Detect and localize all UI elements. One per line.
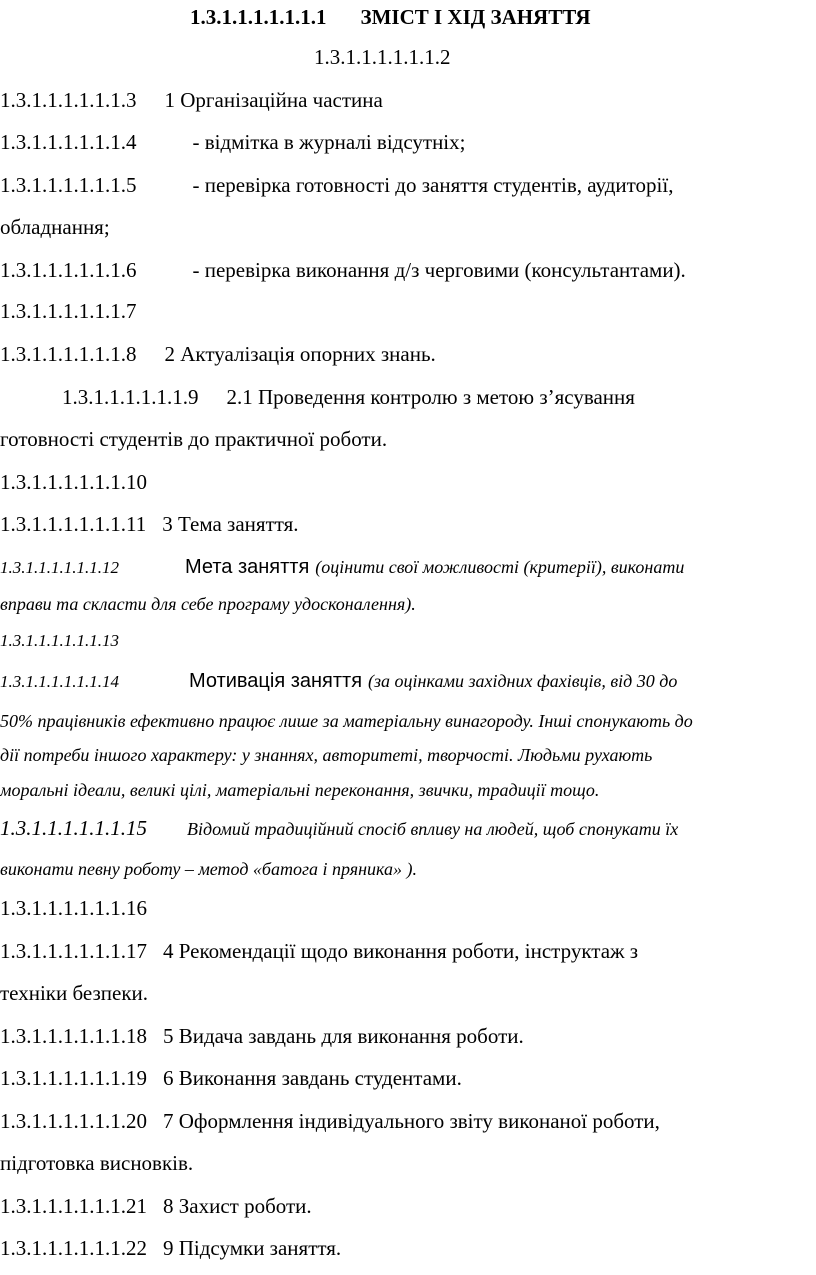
line-number: 1.3.1.1.1.1.1.1.12: [0, 558, 119, 577]
line-number: 1.3.1.1.1.1.1.1.18: [0, 1024, 147, 1048]
line-number: 1.3.1.1.1.1.1.1.22: [0, 1236, 147, 1260]
line-number: 1.3.1.1.1.1.1.1.19: [0, 1066, 147, 1090]
line-text: моральні ідеали, великі цілі, матеріальні переконання, звички, традиції тощо.: [0, 780, 600, 800]
numbered-line: [0, 667, 677, 695]
numbered-line: [0, 553, 684, 581]
numbered-line: [0, 87, 383, 113]
line-number: 1.3.1.1.1.1.1.1.15: [0, 816, 147, 840]
line-text: 8 Захист роботи.: [163, 1194, 312, 1218]
line-text: (оцінити свої можливості (критерії), виконати: [315, 557, 685, 577]
heading-title: ЗМІСТ І ХІД ЗАНЯТТЯ: [360, 5, 591, 29]
line-text: 1 Організаційна частина: [164, 88, 383, 112]
line-text: Відомий традиційний спосіб впливу на людей, щоб спонукати їх: [187, 819, 679, 839]
line-text: обладнання;: [0, 215, 110, 239]
line-text: - перевірка готовності до заняття студентів, аудиторії,: [192, 173, 674, 197]
line-text: 9 Підсумки заняття.: [163, 1236, 342, 1260]
line-number: 1.3.1.1.1.1.1.1.7: [0, 299, 137, 323]
line-number: 1.3.1.1.1.1.1.1.3: [0, 88, 137, 112]
numbered-line: [0, 129, 465, 155]
section-heading: [190, 4, 591, 30]
heading-number: 1.3.1.1.1.1.1.1.1: [190, 5, 327, 29]
continuation-line: [0, 591, 416, 617]
line-text: дії потреби іншого характеру: у знаннях, авторитеті, творчості. Людьми рухають: [0, 745, 653, 765]
line-text: 6 Виконання завдань студентами.: [163, 1066, 462, 1090]
continuation-line: [0, 980, 148, 1006]
line-text: (за оцінками західних фахівців, від 30 до: [368, 671, 678, 691]
line-number: 1.3.1.1.1.1.1.1.20: [0, 1109, 147, 1133]
motivation-label: Мотивація заняття: [189, 670, 363, 692]
line-number: 1.3.1.1.1.1.1.1.2: [314, 45, 451, 69]
numbered-line: [62, 384, 635, 410]
line-number: 1.3.1.1.1.1.1.1.16: [0, 896, 147, 920]
line-number: 1.3.1.1.1.1.1.1.8: [0, 342, 137, 366]
numbered-line: [0, 1193, 312, 1219]
line-text: підготовка висновків.: [0, 1151, 194, 1175]
numbered-line: [0, 469, 147, 495]
line-text: 4 Рекомендації щодо виконання роботи, інструктаж з: [163, 939, 639, 963]
line-number: 1.3.1.1.1.1.1.1.17: [0, 939, 147, 963]
numbered-line: [0, 341, 436, 367]
line-number: 1.3.1.1.1.1.1.1.10: [0, 470, 147, 494]
numbered-line: [0, 1023, 524, 1049]
line-number: 1.3.1.1.1.1.1.1.21: [0, 1194, 147, 1218]
line-text: виконати певну роботу – метод «батога і пряника» ).: [0, 859, 418, 879]
line-text: 50% працівників ефективно працює лише за матеріальну винагороду. Інші спонукають до: [0, 711, 693, 731]
numbered-line: [0, 257, 686, 283]
line-text: 2 Актуалізація опорних знань.: [164, 342, 436, 366]
line-number: 1.3.1.1.1.1.1.1.5: [0, 173, 137, 197]
continuation-line: [0, 1150, 193, 1176]
line-number: 1.3.1.1.1.1.1.1.9: [62, 385, 199, 409]
numbered-line: [0, 626, 119, 654]
line-number: 1.3.1.1.1.1.1.1.13: [0, 631, 119, 650]
line-number: 1.3.1.1.1.1.1.1.6: [0, 258, 137, 282]
numbered-line: [0, 511, 299, 537]
numbered-line: [0, 895, 147, 921]
numbered-line: [0, 1235, 341, 1261]
numbered-line: [0, 1065, 462, 1091]
continuation-line: [0, 426, 387, 452]
line-text: 5 Видача завдань для виконання роботи.: [163, 1024, 524, 1048]
numbered-line: [0, 938, 638, 964]
continuation-line: [0, 777, 599, 803]
line-text: 2.1 Проведення контролю з метою з’ясування: [226, 385, 635, 409]
continuation-line: [0, 708, 693, 734]
line-number: 1.3.1.1.1.1.1.1.4: [0, 130, 137, 154]
numbered-line: [0, 1108, 660, 1134]
line-text: - перевірка виконання д/з черговими (консультантами).: [192, 258, 686, 282]
line-text: готовності студентів до практичної роботи.: [0, 427, 388, 451]
line-text: - відмітка в журналі відсутніх;: [192, 130, 466, 154]
line-text: 3 Тема заняття.: [162, 512, 299, 536]
line-text: техніки безпеки.: [0, 981, 149, 1005]
line-text: 7 Оформлення індивідуального звіту виконаної роботи,: [163, 1109, 660, 1133]
continuation-line: [0, 214, 110, 240]
continuation-line: [0, 742, 652, 768]
goal-label: Мета заняття: [185, 556, 310, 578]
line-number: 1.3.1.1.1.1.1.1.11: [0, 512, 147, 536]
numbered-line: [0, 815, 678, 842]
numbered-line: [0, 172, 673, 198]
numbered-line: [0, 298, 137, 324]
line-text: вправи та скласти для себе програму удосконалення).: [0, 594, 416, 614]
line-number: 1.3.1.1.1.1.1.1.14: [0, 672, 119, 691]
numbered-line: [314, 44, 451, 70]
continuation-line: [0, 856, 417, 882]
